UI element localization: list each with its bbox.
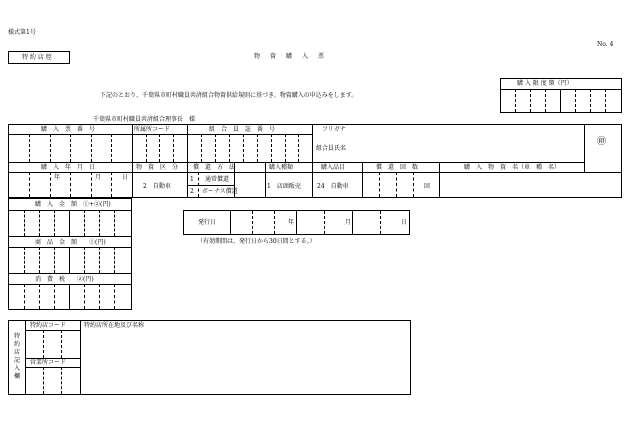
payment-option-1-label: 通常償還 xyxy=(205,176,230,183)
addressee: 千葉県市町村職員共済組合理事長 様 xyxy=(93,116,196,123)
validity-note: （有効期間は、発行日から30日間とする。） xyxy=(197,238,316,245)
date-year-unit: 年 xyxy=(54,174,61,181)
main-table xyxy=(8,124,622,198)
payment-option-1-no: 1 xyxy=(190,176,194,183)
voucher-number-label: 購 入 票 番 号 xyxy=(41,126,96,133)
store-address-name-label: 特約店所在地及び名称 xyxy=(84,322,145,329)
purchase-limit-label: 購 入 限 度 額（円） xyxy=(517,80,573,87)
installments-label: 償 還 回 数 xyxy=(376,164,419,171)
intro-text: 下記のとおり、千葉県市町村職員共済組合物資供給規則に基づき、物資購入の申込みをします。 xyxy=(100,92,358,99)
issue-month-unit: 月 xyxy=(345,219,352,226)
store-side-label: 特約店記入欄 xyxy=(13,333,20,380)
purchase-date-label: 購 入 年 月 日 xyxy=(41,164,96,171)
total-amount-label: 購 入 金 額 ①+②(円) xyxy=(35,201,111,208)
category-label: 物 資 区 分 xyxy=(136,164,179,171)
tokuyaku-label: 特 約 店 控 xyxy=(22,54,52,61)
payment-method-label: 償 還 方 法 xyxy=(193,164,236,171)
furigana-label: フリガナ xyxy=(322,126,346,133)
installments-unit: 回 xyxy=(424,183,431,190)
member-name-label: 組合員氏名 xyxy=(316,145,347,152)
store-entry-box xyxy=(8,320,411,395)
member-cert-number-label: 組 合 員 証 番 号 xyxy=(209,126,276,133)
amount-boxes xyxy=(8,198,132,310)
form-number: 様式第1号 xyxy=(8,29,36,36)
goods-amount-label: 商 品 金 額 ①(円) xyxy=(35,239,106,246)
purchase-type-label: 購入種類 xyxy=(269,164,294,171)
item-label: 購入品目 xyxy=(321,164,346,171)
seal-mark: ㊞ xyxy=(597,137,607,147)
date-day-unit: 日 xyxy=(122,174,129,181)
purchase-type-value: 1 店頭販売 xyxy=(267,183,301,190)
purchase-limit-box xyxy=(500,78,622,113)
tokuyaku-box xyxy=(8,51,70,64)
issue-date-box xyxy=(183,210,410,235)
issue-date-label: 発行日 xyxy=(198,219,217,226)
tax-amount-label: 消 費 税 ②(円) xyxy=(35,276,94,283)
payment-option-2-label: ボーナス償還 xyxy=(202,188,238,195)
issue-day-unit: 日 xyxy=(401,219,408,226)
office-code-label: 所属所コード xyxy=(134,126,171,133)
form-title: 物 資 購 入 票 xyxy=(254,53,327,60)
store-code-label: 特約店コード xyxy=(30,322,67,329)
category-value: 2 自動車 xyxy=(143,183,171,190)
payment-option-2-no: 2 xyxy=(190,188,194,195)
goods-name-label: 購 入 物 資 名（車 種 名） xyxy=(464,164,561,171)
date-month-unit: 月 xyxy=(95,174,102,181)
item-value: 24 自動車 xyxy=(317,183,349,190)
issue-year-unit: 年 xyxy=(288,219,295,226)
document-number: No. 4 xyxy=(597,41,614,48)
branch-code-label: 営業所コード xyxy=(30,359,67,366)
